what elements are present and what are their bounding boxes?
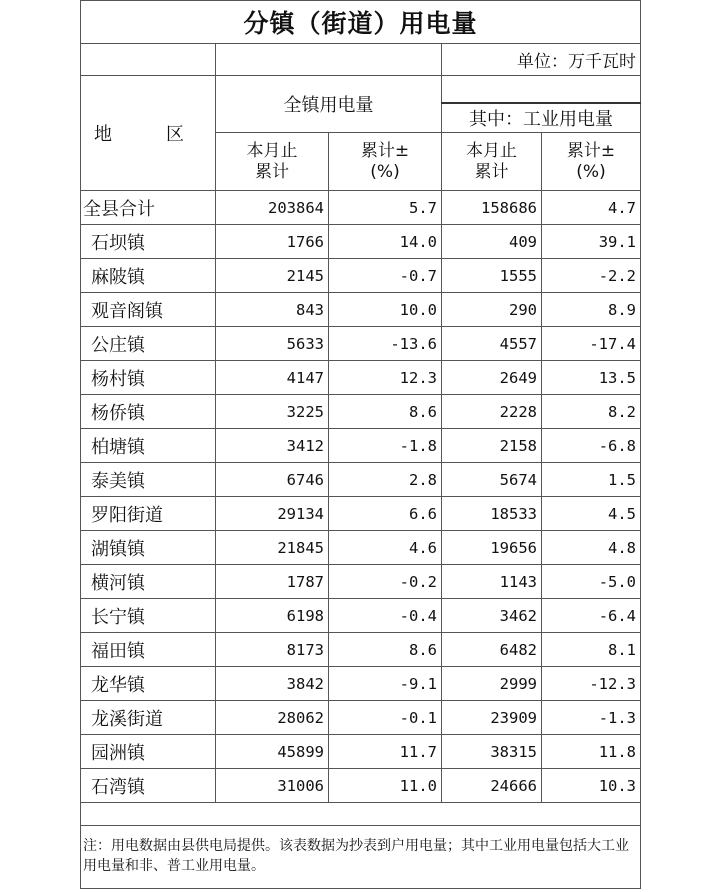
- table-row: [81, 225, 641, 259]
- total-pct-value: 11.0: [329, 769, 442, 803]
- ind-pct-value: 8.2: [542, 395, 641, 429]
- ind-pct-value: -12.3: [542, 667, 641, 701]
- ind-pct-value: 8.9: [542, 293, 641, 327]
- ind-pct-value: -1.3: [542, 701, 641, 735]
- total-cum-value: 29134: [216, 497, 329, 531]
- region-name: 石坝镇: [81, 225, 216, 259]
- ind-pct-value: 39.1: [542, 225, 641, 259]
- region-name: 罗阳街道: [81, 497, 216, 531]
- footnote: 注：用电数据由县供电局提供。该表数据为抄表到户用电量；其中工业用电量包括大工业用电量和非、普工业用电量。: [81, 826, 641, 889]
- industrial-group-header: 其中：工业用电量: [442, 103, 641, 133]
- total-cum-value: 3412: [216, 429, 329, 463]
- total-cum-value: 2145: [216, 259, 329, 293]
- total-cum-value: 3842: [216, 667, 329, 701]
- ind-pct-value: 1.5: [542, 463, 641, 497]
- table-row: [81, 599, 641, 633]
- region-name: 观音阁镇: [81, 293, 216, 327]
- region-name: 杨村镇: [81, 361, 216, 395]
- total-group-header: 全镇用电量: [216, 76, 442, 133]
- ind-cum-value: 2158: [442, 429, 542, 463]
- total-pct-value: 6.6: [329, 497, 442, 531]
- total-cum-value: 21845: [216, 531, 329, 565]
- ind-pct-value: 11.8: [542, 735, 641, 769]
- table-row: [81, 633, 641, 667]
- total-pct-value: -0.4: [329, 599, 442, 633]
- region-header: 地 区: [81, 76, 216, 191]
- region-name: 麻陂镇: [81, 259, 216, 293]
- region-name: 龙华镇: [81, 667, 216, 701]
- region-name: 园洲镇: [81, 735, 216, 769]
- total-pct-value: -0.1: [329, 701, 442, 735]
- ind-pct-value: -6.4: [542, 599, 641, 633]
- ind-pct-header: 累计± (%): [542, 133, 641, 191]
- total-cum-value: 8173: [216, 633, 329, 667]
- region-name: 石湾镇: [81, 769, 216, 803]
- total-pct-value: 4.6: [329, 531, 442, 565]
- total-cum-header: 本月止 累计: [216, 133, 329, 191]
- total-pct-value: -0.7: [329, 259, 442, 293]
- total-pct-value: -13.6: [329, 327, 442, 361]
- total-pct-value: 10.0: [329, 293, 442, 327]
- ind-cum-value: 4557: [442, 327, 542, 361]
- table-row: [81, 429, 641, 463]
- ind-cum-value: 24666: [442, 769, 542, 803]
- ind-cum-value: 2649: [442, 361, 542, 395]
- ind-pct-value: 4.7: [542, 191, 641, 225]
- ind-cum-value: 6482: [442, 633, 542, 667]
- total-cum-value: 1766: [216, 225, 329, 259]
- ind-pct-value: 4.8: [542, 531, 641, 565]
- total-cum-value: 5633: [216, 327, 329, 361]
- total-cum-value: 6198: [216, 599, 329, 633]
- ind-cum-value: 19656: [442, 531, 542, 565]
- table-row: [81, 191, 641, 225]
- ind-cum-value: 18533: [442, 497, 542, 531]
- total-pct-value: 12.3: [329, 361, 442, 395]
- total-pct-value: 2.8: [329, 463, 442, 497]
- table-row: [81, 531, 641, 565]
- ind-cum-value: 158686: [442, 191, 542, 225]
- table-row: [81, 701, 641, 735]
- ind-cum-header: 本月止 累计: [442, 133, 542, 191]
- region-name: 长宁镇: [81, 599, 216, 633]
- table-row: [81, 361, 641, 395]
- region-name: 龙溪街道: [81, 701, 216, 735]
- table-row: [81, 463, 641, 497]
- region-name: 横河镇: [81, 565, 216, 599]
- table-row: [81, 327, 641, 361]
- ind-cum-value: 23909: [442, 701, 542, 735]
- total-cum-value: 31006: [216, 769, 329, 803]
- region-name: 湖镇镇: [81, 531, 216, 565]
- table-row: [81, 497, 641, 531]
- ind-cum-value: 2228: [442, 395, 542, 429]
- ind-pct-value: -2.2: [542, 259, 641, 293]
- total-cum-value: 1787: [216, 565, 329, 599]
- total-pct-value: 8.6: [329, 395, 442, 429]
- ind-cum-value: 2999: [442, 667, 542, 701]
- ind-cum-value: 290: [442, 293, 542, 327]
- region-name: 杨侨镇: [81, 395, 216, 429]
- total-pct-value: -9.1: [329, 667, 442, 701]
- total-pct-value: 14.0: [329, 225, 442, 259]
- ind-cum-value: 1143: [442, 565, 542, 599]
- table-row: [81, 667, 641, 701]
- ind-pct-value: -5.0: [542, 565, 641, 599]
- ind-pct-value: 10.3: [542, 769, 641, 803]
- total-cum-value: 843: [216, 293, 329, 327]
- region-name: 柏塘镇: [81, 429, 216, 463]
- table-row: [81, 259, 641, 293]
- total-cum-value: 3225: [216, 395, 329, 429]
- table-row: [81, 565, 641, 599]
- total-cum-value: 6746: [216, 463, 329, 497]
- ind-pct-value: 13.5: [542, 361, 641, 395]
- electricity-table-sheet: [80, 0, 640, 892]
- table-title: 分镇（街道）用电量: [81, 1, 641, 44]
- region-name: 全县合计: [81, 191, 216, 225]
- unit-label: 单位：万千瓦时: [442, 44, 641, 76]
- table-row: [81, 395, 641, 429]
- total-pct-value: 5.7: [329, 191, 442, 225]
- ind-pct-value: -17.4: [542, 327, 641, 361]
- ind-pct-value: -6.8: [542, 429, 641, 463]
- total-cum-value: 28062: [216, 701, 329, 735]
- table-row: [81, 293, 641, 327]
- ind-cum-value: 3462: [442, 599, 542, 633]
- region-name: 福田镇: [81, 633, 216, 667]
- total-pct-value: -0.2: [329, 565, 442, 599]
- ind-cum-value: 5674: [442, 463, 542, 497]
- ind-cum-value: 409: [442, 225, 542, 259]
- total-cum-value: 45899: [216, 735, 329, 769]
- total-cum-value: 203864: [216, 191, 329, 225]
- total-pct-value: 11.7: [329, 735, 442, 769]
- table-row: [81, 735, 641, 769]
- total-pct-header: 累计± (%): [329, 133, 442, 191]
- ind-cum-value: 38315: [442, 735, 542, 769]
- region-name: 公庄镇: [81, 327, 216, 361]
- total-pct-value: 8.6: [329, 633, 442, 667]
- ind-pct-value: 8.1: [542, 633, 641, 667]
- electricity-table: [80, 0, 641, 889]
- total-pct-value: -1.8: [329, 429, 442, 463]
- ind-pct-value: 4.5: [542, 497, 641, 531]
- region-name: 泰美镇: [81, 463, 216, 497]
- ind-cum-value: 1555: [442, 259, 542, 293]
- total-cum-value: 4147: [216, 361, 329, 395]
- table-row: [81, 769, 641, 803]
